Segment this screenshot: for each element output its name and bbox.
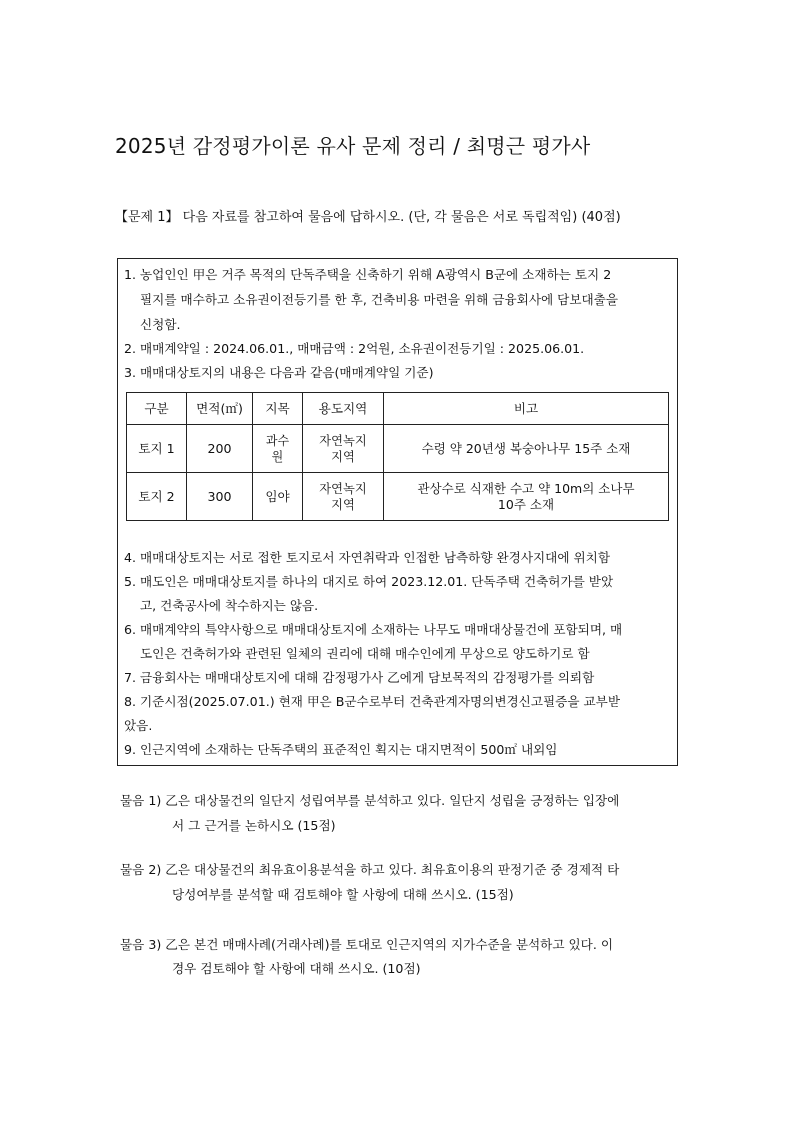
cell-text: 지역 — [331, 496, 355, 512]
question-1-line-2: 서 그 근거를 논하시오 (15점) — [172, 818, 336, 833]
table-row — [127, 425, 669, 473]
cell-land-category — [253, 425, 303, 473]
item-5-line-2: 고, 건축공사에 착수하지는 않음. — [140, 598, 319, 613]
header-category: 구분 — [127, 393, 187, 425]
item-1-line-2: 필지를 매수하고 소유권이전등기를 한 후, 건축비용 마련을 위해 금융회사에 담보대출을 — [140, 292, 618, 307]
item-1-line-1: 1. 농업인인 甲은 거주 목적의 단독주택을 신축하기 위해 A광역시 B군에 소재하는 토지 2 — [124, 267, 612, 282]
cell-zoning — [303, 425, 384, 473]
cell-remarks — [384, 473, 669, 521]
item-1-line-3: 신청함. — [140, 317, 181, 332]
header-remarks: 비고 — [384, 393, 669, 425]
cell-area: 300 — [187, 473, 253, 521]
question-3-line-1: 물음 3) 乙은 본건 매매사례(거래사례)를 토대로 인근지역의 지가수준을 분석하고 있다. 이 — [120, 937, 614, 952]
cell-text: 자연녹지 — [319, 480, 367, 496]
cell-area: 200 — [187, 425, 253, 473]
question-2-line-1: 물음 2) 乙은 대상물건의 최유효이용분석을 하고 있다. 최유효이용의 판정기준 중 경제적 타 — [120, 862, 620, 877]
question-1-line-1: 물음 1) 乙은 대상물건의 일단지 성립여부를 분석하고 있다. 일단지 성립을 긍정하는 입장에 — [120, 793, 620, 808]
item-9: 9. 인근지역에 소재하는 단독주택의 표준적인 획지는 대지면적이 500㎡ 내외임 — [124, 742, 558, 757]
question-3-line-2: 경우 검토해야 할 사항에 대해 쓰시오. (10점) — [172, 961, 421, 976]
cell-text: 자연녹지 — [319, 432, 367, 448]
cell-text: 과수 — [265, 432, 290, 448]
item-6-line-2: 도인은 건축허가와 관련된 일체의 권리에 대해 매수인에게 무상으로 양도하기로 함 — [140, 646, 590, 661]
item-3: 3. 매매대상토지의 내용은 다음과 같음(매매계약일 기준) — [124, 365, 434, 380]
table-row — [127, 473, 669, 521]
cell-text: 관상수로 식재한 수고 약 10m의 소나무 — [417, 480, 635, 496]
header-zoning: 용도지역 — [303, 393, 384, 425]
cell-zoning — [303, 473, 384, 521]
item-8-line-1: 8. 기준시점(2025.07.01.) 현재 甲은 B군수로부터 건축관계자명의변경신고필증을 교부받 — [124, 694, 621, 709]
cell-category: 토지 2 — [127, 473, 187, 521]
cell-land-category: 임야 — [253, 473, 303, 521]
cell-text: 10주 소재 — [497, 496, 555, 512]
item-7: 7. 금융회사는 매매대상토지에 대해 감정평가사 乙에게 담보목적의 감정평가를 의뢰함 — [124, 670, 595, 685]
cell-text: 지역 — [331, 448, 355, 464]
header-area: 면적(㎡) — [187, 393, 253, 425]
item-8-line-2: 았음. — [124, 718, 153, 733]
cell-text: 수령 약 20년생 복숭아나무 15주 소재 — [421, 440, 631, 456]
problem-intro: 【문제 1】 다음 자료를 참고하여 물음에 답하시오. (단, 각 물음은 서로 독립적임) (40점) — [115, 210, 621, 225]
land-table — [126, 392, 669, 521]
question-2-line-2: 당성여부를 분석할 때 검토해야 할 사항에 대해 쓰시오. (15점) — [172, 887, 514, 902]
item-6-line-1: 6. 매매계약의 특약사항으로 매매대상토지에 소재하는 나무도 매매대상물건에 포함되며, 매 — [124, 622, 623, 637]
item-2: 2. 매매계약일 : 2024.06.01., 매매금액 : 2억원, 소유권이전등기일 : 2025.06.01. — [124, 341, 585, 356]
item-4: 4. 매매대상토지는 서로 접한 토지로서 자연취락과 인접한 남측하향 완경사지대에 위치함 — [124, 550, 611, 565]
item-5-line-1: 5. 매도인은 매매대상토지를 하나의 대지로 하여 2023.12.01. 단독주택 건축허가를 받았 — [124, 574, 614, 589]
cell-remarks — [384, 425, 669, 473]
cell-category: 토지 1 — [127, 425, 187, 473]
header-land-category: 지목 — [253, 393, 303, 425]
cell-text: 원 — [271, 448, 284, 464]
document-title: 2025년 감정평가이론 유사 문제 정리 / 최명근 평가사 — [115, 134, 591, 158]
